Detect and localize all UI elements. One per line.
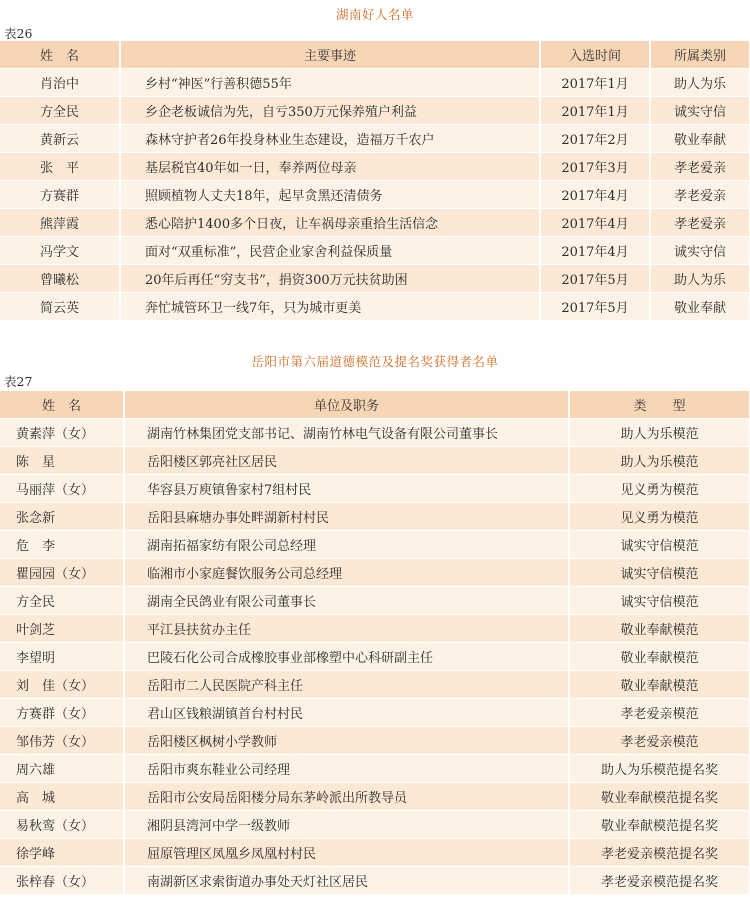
name-cell: 熊萍霞: [0, 209, 120, 237]
deeds-cell: 基层税官40年如一日，奉养两位母亲: [120, 153, 540, 181]
name-cell: 陈 星: [0, 447, 124, 475]
type-cell: 助人为乐模范提名奖: [569, 755, 749, 783]
type-cell: 诚实守信模范: [569, 587, 749, 615]
name-cell: 黄新云: [0, 125, 120, 153]
type-cell: 见义勇为模范: [569, 503, 749, 531]
table27-header-name: 姓 名: [0, 391, 124, 419]
name-cell: 曾曦松: [0, 265, 120, 293]
unit-cell: 岳阳楼区枫树小学教师: [124, 727, 569, 755]
deeds-cell: 森林守护者26年投身林业生态建设，造福万千农户: [120, 125, 540, 153]
table27-title: 岳阳市第六届道德模范及提名奖获得者名单: [251, 354, 499, 369]
type-cell: 敬业奉献模范: [569, 643, 749, 671]
table-row: [0, 69, 749, 97]
table-row: [0, 559, 749, 587]
type-cell: 敬业奉献模范: [569, 671, 749, 699]
table-row: [0, 839, 749, 867]
category-cell: 敬业奉献: [650, 125, 749, 153]
unit-cell: 湖南拓福家纺有限公司总经理: [124, 531, 569, 559]
unit-cell: 湖南竹林集团党支部书记、湖南竹林电气设备有限公司董事长: [124, 419, 569, 447]
type-cell: 敬业奉献模范提名奖: [569, 783, 749, 811]
category-cell: 诚实守信: [650, 237, 749, 265]
table-row: [0, 587, 749, 615]
category-cell: 孝老爱亲: [650, 153, 749, 181]
type-cell: 孝老爱亲模范提名奖: [569, 839, 749, 867]
date-cell: 2017年3月: [540, 153, 650, 181]
deeds-cell: 照顾植物人丈夫18年，起早贪黑还清债务: [120, 181, 540, 209]
table26-label: 表26: [4, 26, 33, 41]
category-cell: 孝老爱亲: [650, 181, 749, 209]
name-cell: 易秋鸾（女）: [0, 811, 124, 839]
category-cell: 诚实守信: [650, 97, 749, 125]
category-cell: 敬业奉献: [650, 293, 749, 321]
type-cell: 敬业奉献模范提名奖: [569, 811, 749, 839]
category-cell: 助人为乐: [650, 265, 749, 293]
unit-cell: 临湘市小家庭餐饮服务公司总经理: [124, 559, 569, 587]
name-cell: 周六雄: [0, 755, 124, 783]
name-cell: 方全民: [0, 97, 120, 125]
name-cell: 方赛群（女）: [0, 699, 124, 727]
table-row: [0, 475, 749, 503]
table-row: [0, 671, 749, 699]
date-cell: 2017年1月: [540, 97, 650, 125]
type-cell: 孝老爱亲模范: [569, 727, 749, 755]
table-row: [0, 867, 749, 895]
table-row: [0, 293, 749, 321]
table-row: [0, 153, 749, 181]
name-cell: 刘 佳（女）: [0, 671, 124, 699]
name-cell: 方赛群: [0, 181, 120, 209]
name-cell: 高 城: [0, 783, 124, 811]
type-cell: 助人为乐模范: [569, 447, 749, 475]
name-cell: 邹伟芳（女）: [0, 727, 124, 755]
table26-header-category: 所属类别: [650, 41, 749, 69]
unit-cell: 岳阳县麻塘办事处畔湖新村村民: [124, 503, 569, 531]
table-row: [0, 755, 749, 783]
table-row: [0, 643, 749, 671]
date-cell: 2017年5月: [540, 293, 650, 321]
unit-cell: 岳阳市二人民医院产科主任: [124, 671, 569, 699]
table26-header-deeds: 主要事迹: [120, 41, 540, 69]
table26-header-date: 入选时间: [540, 41, 650, 69]
category-cell: 助人为乐: [650, 69, 749, 97]
name-cell: 张念新: [0, 503, 124, 531]
table27-header-type: 类 型: [569, 391, 749, 419]
name-cell: 方全民: [0, 587, 124, 615]
unit-cell: 岳阳市公安局岳阳楼分局东茅岭派出所教导员: [124, 783, 569, 811]
name-cell: 瞿园园（女）: [0, 559, 124, 587]
name-cell: 李望明: [0, 643, 124, 671]
table27-header-unit: 单位及职务: [124, 391, 569, 419]
deeds-cell: 乡企老板诚信为先，自亏350万元保养殖户利益: [120, 97, 540, 125]
table27: [0, 391, 749, 894]
table26: [0, 41, 749, 320]
date-cell: 2017年5月: [540, 265, 650, 293]
table-row: [0, 419, 749, 447]
table26-header-row: [0, 41, 749, 69]
type-cell: 孝老爱亲模范: [569, 699, 749, 727]
table-row: [0, 209, 749, 237]
unit-cell: 平江县扶贫办主任: [124, 615, 569, 643]
unit-cell: 华容县万庾镇鲁家村7组村民: [124, 475, 569, 503]
type-cell: 孝老爱亲模范提名奖: [569, 867, 749, 895]
table-row: [0, 125, 749, 153]
table-row: [0, 265, 749, 293]
unit-cell: 屈原管理区凤凰乡凤凰村村民: [124, 839, 569, 867]
table-row: [0, 615, 749, 643]
table26-header-name: 姓 名: [0, 41, 120, 69]
date-cell: 2017年4月: [540, 209, 650, 237]
name-cell: 危 李: [0, 531, 124, 559]
name-cell: 徐学峰: [0, 839, 124, 867]
name-cell: 马丽萍（女）: [0, 475, 124, 503]
table-row: [0, 97, 749, 125]
deeds-cell: 悉心陪护1400多个日夜，让车祸母亲重拾生活信念: [120, 209, 540, 237]
unit-cell: 岳阳市爽东鞋业公司经理: [124, 755, 569, 783]
table27-header-row: [0, 391, 749, 419]
deeds-cell: 乡村“神医”行善积德55年: [120, 69, 540, 97]
deeds-cell: 奔忙城管环卫一线7年，只为城市更美: [120, 293, 540, 321]
type-cell: 敬业奉献模范: [569, 615, 749, 643]
table-row: [0, 503, 749, 531]
unit-cell: 巴陵石化公司合成橡胶事业部橡塑中心科研副主任: [124, 643, 569, 671]
type-cell: 诚实守信模范: [569, 531, 749, 559]
table-row: [0, 783, 749, 811]
date-cell: 2017年4月: [540, 181, 650, 209]
name-cell: 张梓春（女）: [0, 867, 124, 895]
table-row: [0, 811, 749, 839]
table-row: [0, 699, 749, 727]
table-row: [0, 531, 749, 559]
name-cell: 肖治中: [0, 69, 120, 97]
table-row: [0, 727, 749, 755]
unit-cell: 南湖新区求索街道办事处天灯社区居民: [124, 867, 569, 895]
unit-cell: 湖南全民鸽业有限公司董事长: [124, 587, 569, 615]
deeds-cell: 20年后再任“穷支书”，捐资300万元扶贫助困: [120, 265, 540, 293]
name-cell: 简云英: [0, 293, 120, 321]
type-cell: 见义勇为模范: [569, 475, 749, 503]
name-cell: 黄素萍（女）: [0, 419, 124, 447]
unit-cell: 湘阴县湾河中学一级教师: [124, 811, 569, 839]
table27-label: 表27: [4, 374, 33, 389]
date-cell: 2017年2月: [540, 125, 650, 153]
table-row: [0, 181, 749, 209]
table-row: [0, 447, 749, 475]
name-cell: 张 平: [0, 153, 120, 181]
name-cell: 叶剑芝: [0, 615, 124, 643]
name-cell: 冯学文: [0, 237, 120, 265]
type-cell: 诚实守信模范: [569, 559, 749, 587]
table-row: [0, 237, 749, 265]
date-cell: 2017年4月: [540, 237, 650, 265]
type-cell: 助人为乐模范: [569, 419, 749, 447]
unit-cell: 君山区钱粮湖镇首台村村民: [124, 699, 569, 727]
deeds-cell: 面对“双重标准”，民营企业家舍利益保质量: [120, 237, 540, 265]
date-cell: 2017年1月: [540, 69, 650, 97]
table26-title: 湖南好人名单: [335, 7, 414, 22]
category-cell: 孝老爱亲: [650, 209, 749, 237]
unit-cell: 岳阳楼区郭亮社区居民: [124, 447, 569, 475]
